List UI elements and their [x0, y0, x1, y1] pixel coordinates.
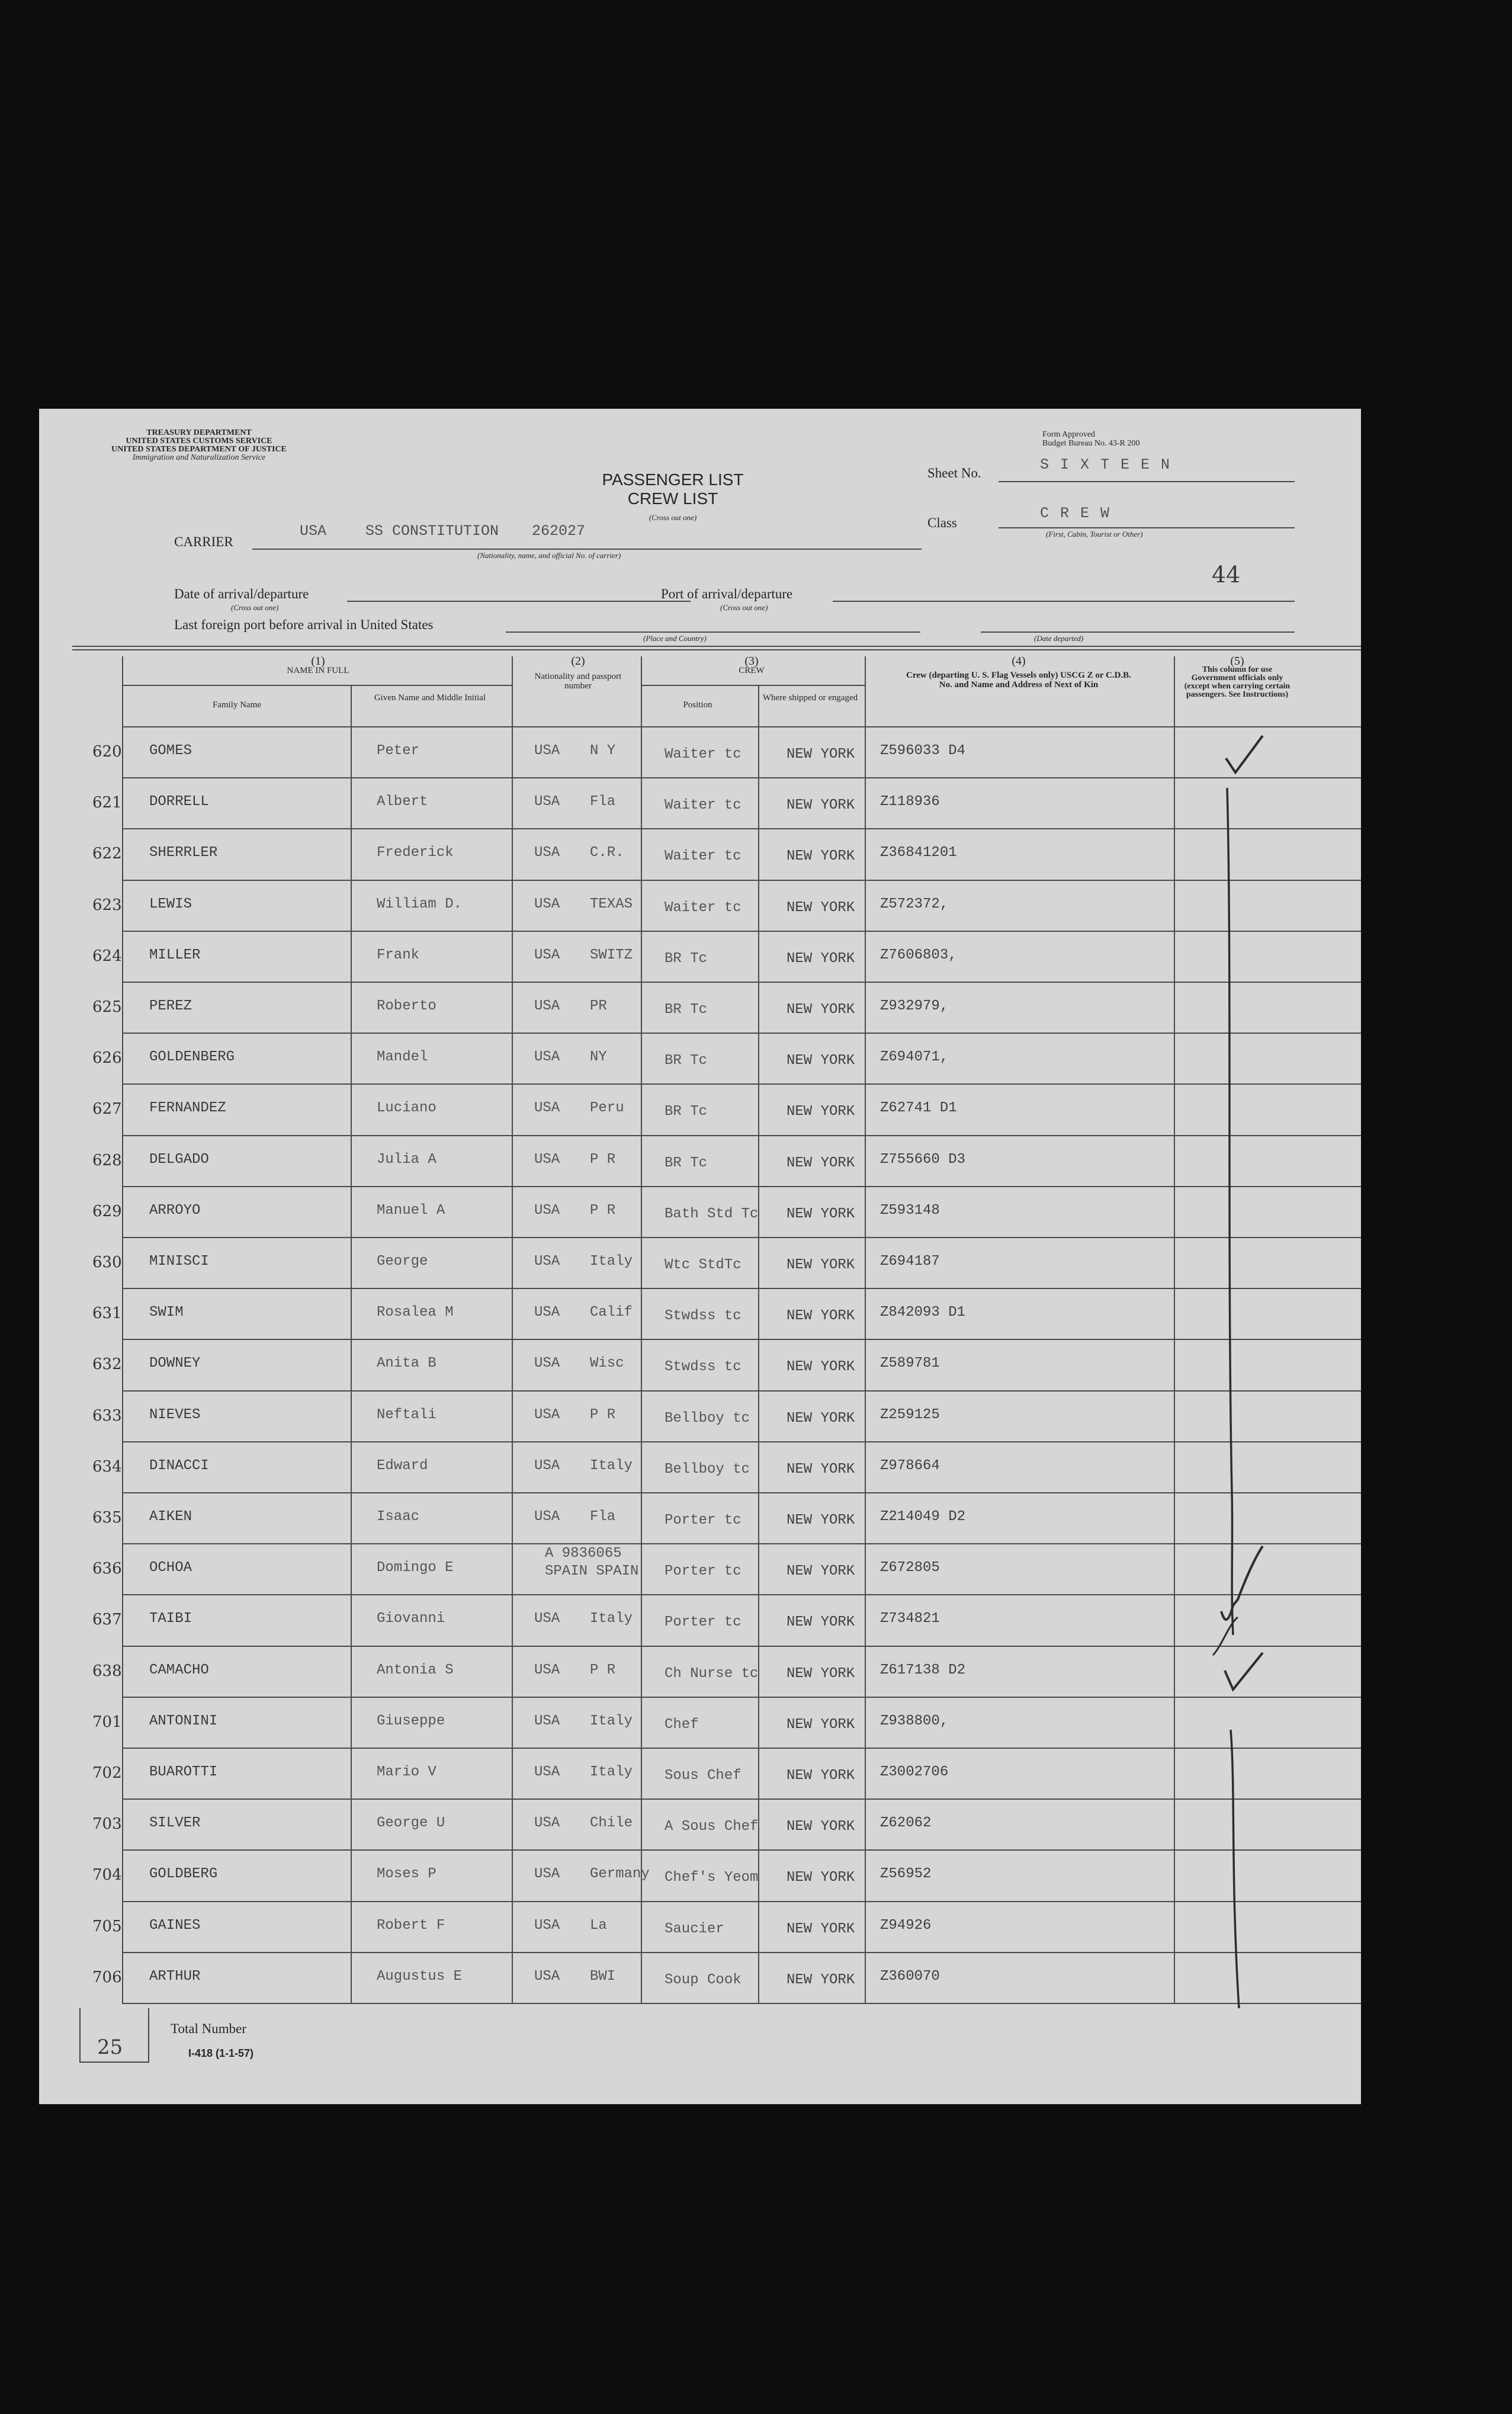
uscg-z-number: Z617138 D2	[880, 1662, 966, 1678]
vertical-tick-line-icon	[1227, 788, 1233, 1635]
position: A Sous Chef	[664, 1819, 759, 1835]
passport-number: SWITZ	[590, 947, 633, 963]
where-engaged: NEW YORK	[787, 1206, 855, 1222]
class-label: Class	[927, 515, 957, 530]
passport-number: Fla	[590, 794, 616, 810]
nationality: USA	[534, 1713, 560, 1729]
position: Sous Chef	[664, 1768, 741, 1784]
passport-number: P R	[590, 1202, 616, 1219]
given-name: Mario V	[377, 1764, 436, 1780]
position: Bellboy tc	[664, 1461, 750, 1477]
col3-title: CREW	[739, 666, 765, 675]
given-name: Manuel A	[377, 1202, 445, 1219]
class-value: C R E W	[1040, 505, 1111, 522]
family-name: TAIBI	[149, 1611, 192, 1627]
nationality: USA	[534, 1304, 560, 1321]
row-number: 637	[92, 1611, 122, 1629]
passport-number: Italy	[590, 1611, 633, 1627]
given-name: Augustus E	[377, 1968, 463, 1985]
crew-list-document	[39, 409, 1361, 2104]
date-arrival-label: Date of arrival/departure	[174, 586, 309, 601]
family-name-header: Family Name	[212, 700, 262, 710]
passport-number: C.R.	[590, 845, 624, 861]
header-subline-col3	[641, 685, 865, 686]
nationality: USA	[534, 1254, 560, 1269]
given-name: Roberto	[377, 998, 436, 1014]
row-number: 633	[92, 1406, 122, 1425]
given-name: Frank	[377, 947, 420, 963]
where-engaged: NEW YORK	[787, 899, 855, 916]
position: Porter tc	[664, 1512, 741, 1528]
row-number: 706	[92, 1968, 122, 1986]
table-divider-position-where	[758, 686, 759, 2003]
nationality: A 9836065	[545, 1546, 622, 1562]
where-engaged: NEW YORK	[787, 848, 855, 865]
family-name: GOLDENBERG	[149, 1049, 235, 1066]
nationality: USA	[534, 1355, 560, 1372]
family-name: NIEVES	[149, 1406, 201, 1423]
uscg-z-number: Z672805	[880, 1560, 940, 1576]
checkmark-icon	[1213, 1617, 1238, 1655]
nationality: USA	[534, 1815, 560, 1832]
where-engaged: NEW YORK	[787, 1768, 855, 1784]
where-engaged: NEW YORK	[787, 746, 855, 762]
row-number: 636	[92, 1560, 122, 1578]
uscg-z-number: Z596033 D4	[880, 743, 966, 759]
passport-number: P R	[590, 1406, 616, 1423]
uscg-z-number: Z94926	[880, 1917, 932, 1934]
uscg-z-number: Z259125	[880, 1406, 940, 1423]
given-name: Giovanni	[377, 1611, 445, 1627]
row-number: 623	[92, 896, 122, 914]
row-number: 627	[92, 1100, 122, 1118]
passport-number: Calif	[590, 1304, 633, 1321]
position: Chef's Yeom	[664, 1870, 759, 1886]
title-crew-list: CREW LIST	[627, 489, 718, 508]
family-name: AIKEN	[149, 1509, 192, 1525]
uscg-z-number: Z938800,	[880, 1713, 949, 1729]
position: Porter tc	[664, 1563, 741, 1580]
carrier-number: 262027	[532, 522, 586, 540]
total-label: Total Number	[171, 2021, 247, 2036]
position: Waiter tc	[664, 746, 741, 762]
position: Stwdss tc	[664, 1308, 741, 1325]
nationality: USA	[534, 1406, 560, 1423]
table-divider-family-given	[351, 686, 352, 2003]
given-name: Antonia S	[377, 1662, 454, 1678]
col4-number: (4)	[1012, 655, 1026, 668]
col1-title: NAME IN FULL	[287, 666, 349, 675]
form-number: I-418 (1-1-57)	[188, 2047, 254, 2059]
where-engaged: NEW YORK	[787, 1819, 855, 1835]
family-name: ARROYO	[149, 1202, 201, 1219]
family-name: GAINES	[149, 1917, 201, 1934]
col4-header	[865, 656, 1173, 690]
nationality: USA	[534, 743, 560, 759]
uscg-z-number: Z589781	[880, 1355, 940, 1372]
where-engaged: NEW YORK	[787, 1665, 855, 1682]
given-name-header: Given Name and Middle Initial	[374, 693, 486, 703]
row-number: 705	[92, 1917, 122, 1935]
uscg-z-number: Z118936	[880, 794, 940, 810]
nationality: USA	[534, 998, 560, 1014]
family-name: LEWIS	[149, 896, 192, 912]
carrier-nationality: USA	[300, 522, 327, 540]
row-number: 626	[92, 1049, 122, 1067]
row-number: 630	[92, 1254, 122, 1271]
family-name: CAMACHO	[149, 1662, 209, 1678]
col5-number: (5)	[1230, 655, 1244, 668]
passport-number: Italy	[590, 1254, 633, 1269]
given-name: Moses P	[377, 1866, 436, 1883]
given-name: Frederick	[377, 845, 454, 861]
family-name: ANTONINI	[149, 1713, 218, 1729]
uscg-z-number: Z62741 D1	[880, 1100, 957, 1117]
total-box	[79, 2008, 149, 2063]
passport-number: Fla	[590, 1509, 616, 1525]
handwritten-page-number: 44	[1212, 562, 1241, 588]
row-number: 625	[92, 998, 122, 1016]
where-engaged: NEW YORK	[787, 1410, 855, 1426]
row-number: 629	[92, 1202, 122, 1220]
nationality: USA	[534, 1151, 560, 1168]
position: BR Tc	[664, 950, 708, 967]
family-name: OCHOA	[149, 1560, 192, 1576]
passport-number: N Y	[590, 743, 616, 759]
family-name: DORRELL	[149, 794, 209, 810]
row-number: 635	[92, 1509, 122, 1527]
nationality: USA	[534, 1764, 560, 1780]
uscg-z-number: Z7606803,	[880, 947, 957, 963]
dept-line-4: Immigration and Naturalization Service	[132, 453, 266, 462]
dept-line-3: UNITED STATES DEPARTMENT OF JUSTICE	[111, 445, 287, 454]
where-engaged: NEW YORK	[787, 950, 855, 967]
family-name: GOLDBERG	[149, 1866, 218, 1883]
position-header: Position	[683, 700, 712, 710]
dept-line-1: TREASURY DEPARTMENT	[146, 428, 252, 437]
family-name: ARTHUR	[149, 1968, 201, 1985]
position: Ch Nurse tc	[664, 1665, 759, 1682]
table-divider-col1	[512, 656, 513, 2003]
checkmark-icon	[1225, 1653, 1263, 1690]
date-arrival-note: (Cross out one)	[231, 603, 279, 612]
given-name: Giuseppe	[377, 1713, 445, 1729]
where-engaged: NEW YORK	[787, 1257, 855, 1273]
position: Soup Cook	[664, 1971, 741, 1988]
row-number: 703	[92, 1815, 122, 1833]
col2-title: Nationality and passport number	[534, 672, 622, 691]
position: Bellboy tc	[664, 1410, 750, 1426]
given-name: Robert F	[377, 1917, 445, 1934]
row-number: 631	[92, 1304, 122, 1323]
nationality: USA	[534, 1917, 560, 1934]
position: Bath Std Tc	[664, 1206, 759, 1222]
header-subline-col1	[122, 685, 512, 686]
title-note: (Cross out one)	[649, 513, 697, 522]
uscg-z-number: Z36841201	[880, 845, 957, 861]
family-name: DOWNEY	[149, 1355, 201, 1372]
col4-title: Crew (departing U. S. Flag Vessels only) USCG Z or C.D.B. No. and Name and Address of Next of Kin	[906, 671, 1131, 690]
family-name: SHERRLER	[149, 845, 218, 861]
family-name: DELGADO	[149, 1151, 209, 1168]
where-engaged: NEW YORK	[787, 1971, 855, 1988]
where-engaged: NEW YORK	[787, 1461, 855, 1477]
vertical-tick-line-icon	[1231, 1730, 1239, 2008]
passport-number: P R	[590, 1662, 616, 1678]
table-divider-col2	[641, 656, 642, 2003]
passport-number: Italy	[590, 1764, 633, 1780]
col1-number: (1)	[311, 655, 325, 668]
passport-number: TEXAS	[590, 896, 633, 912]
uscg-z-number: Z755660 D3	[880, 1151, 966, 1168]
place-note: (Place and Country)	[643, 634, 707, 643]
carrier-label: CARRIER	[174, 534, 233, 549]
sheet-label: Sheet No.	[927, 466, 981, 480]
col1-header	[124, 656, 512, 675]
passport-number: Italy	[590, 1713, 633, 1729]
nationality: USA	[534, 1100, 560, 1117]
table-divider-col3	[865, 656, 866, 2003]
uscg-z-number: Z572372,	[880, 896, 949, 912]
where-header: Where shipped or engaged	[762, 693, 858, 703]
where-engaged: NEW YORK	[787, 1104, 855, 1120]
position: Waiter tc	[664, 848, 741, 865]
family-name: GOMES	[149, 743, 192, 759]
uscg-z-number: Z978664	[880, 1457, 940, 1474]
nationality: USA	[534, 1866, 560, 1883]
table-border-left	[122, 656, 123, 2003]
position: Porter tc	[664, 1614, 741, 1631]
where-engaged: NEW YORK	[787, 797, 855, 814]
family-name: BUAROTTI	[149, 1764, 218, 1780]
passport-number: BWI	[590, 1968, 616, 1985]
col2-header	[513, 656, 643, 691]
passport-number: Wisc	[590, 1355, 624, 1372]
checkmark-icon	[1221, 1546, 1263, 1620]
row-number: 628	[92, 1151, 122, 1169]
given-name: Neftali	[377, 1406, 436, 1423]
nationality: USA	[534, 1662, 560, 1678]
sheet-value: S I X T E E N	[1040, 456, 1171, 473]
dept-line-2: UNITED STATES CUSTOMS SERVICE	[126, 437, 272, 445]
row-number: 634	[92, 1457, 122, 1476]
given-name: Albert	[377, 794, 428, 810]
nationality: USA	[534, 947, 560, 963]
position: Stwdss tc	[664, 1359, 741, 1376]
col3-number: (3)	[744, 655, 759, 668]
given-name: Isaac	[377, 1509, 420, 1525]
uscg-z-number: Z360070	[880, 1968, 940, 1985]
given-name: Luciano	[377, 1100, 436, 1117]
uscg-z-number: Z842093 D1	[880, 1304, 966, 1321]
position: BR Tc	[664, 1155, 708, 1171]
nationality: USA	[534, 1202, 560, 1219]
where-engaged: NEW YORK	[787, 1155, 855, 1171]
given-name: George	[377, 1254, 428, 1269]
passport-number: Peru	[590, 1100, 624, 1117]
carrier-note: (Nationality, name, and official No. of carrier)	[477, 551, 621, 560]
row-number: 620	[92, 743, 122, 761]
last-port-label: Last foreign port before arrival in United States	[174, 617, 434, 632]
where-engaged: NEW YORK	[787, 1308, 855, 1325]
passport-number: NY	[590, 1049, 607, 1066]
class-note: (First, Cabin, Tourist or Other)	[1046, 530, 1143, 538]
carrier-name: SS CONSTITUTION	[365, 522, 499, 540]
given-name: Peter	[377, 743, 420, 759]
port-label: Port of arrival/departure	[661, 586, 793, 601]
given-name: Domingo E	[377, 1560, 454, 1576]
nationality: USA	[534, 1509, 560, 1525]
uscg-z-number: Z214049 D2	[880, 1509, 966, 1525]
family-name: MINISCI	[149, 1254, 209, 1269]
uscg-z-number: Z932979,	[880, 998, 949, 1014]
family-name: SILVER	[149, 1815, 201, 1832]
row-number: 624	[92, 947, 122, 965]
col5-title: This column for use Government officials only (except when carrying certain passengers. See Instructions)	[1184, 665, 1291, 699]
given-name: Rosalea M	[377, 1304, 454, 1321]
given-name: Edward	[377, 1457, 428, 1474]
where-engaged: NEW YORK	[787, 1614, 855, 1631]
family-name: PEREZ	[149, 998, 192, 1014]
nationality: USA	[534, 1049, 560, 1066]
nationality: USA	[534, 1968, 560, 1985]
port-note: (Cross out one)	[720, 603, 768, 612]
total-value: 25	[97, 2035, 123, 2059]
position: BR Tc	[664, 1053, 708, 1069]
position: Waiter tc	[664, 899, 741, 916]
uscg-z-number: Z734821	[880, 1611, 940, 1627]
given-name: William D.	[377, 896, 463, 912]
position: Saucier	[664, 1921, 724, 1937]
passport-number: P R	[590, 1151, 616, 1168]
passport-number: SPAIN SPAIN	[545, 1563, 639, 1580]
checkmark-icon	[1226, 736, 1263, 772]
position: Wtc StdTc	[664, 1257, 741, 1273]
uscg-z-number: Z56952	[880, 1866, 932, 1883]
col5-header	[1174, 656, 1301, 699]
position: BR Tc	[664, 1002, 708, 1018]
where-engaged: NEW YORK	[787, 1563, 855, 1580]
crew-table	[39, 409, 1361, 2104]
uscg-z-number: Z593148	[880, 1202, 940, 1219]
row-number: 632	[92, 1355, 122, 1374]
passport-number: PR	[590, 998, 607, 1014]
row-number: 704	[92, 1866, 122, 1884]
date-departed-note: (Date departed)	[1034, 634, 1084, 643]
where-engaged: NEW YORK	[787, 1359, 855, 1376]
uscg-z-number: Z3002706	[880, 1764, 949, 1780]
nationality: USA	[534, 845, 560, 861]
where-engaged: NEW YORK	[787, 1512, 855, 1528]
col2-number: (2)	[571, 655, 585, 668]
row-number: 638	[92, 1662, 122, 1680]
verification-marks	[1174, 723, 1302, 2014]
row-number: 621	[92, 794, 122, 812]
row-number: 622	[92, 845, 122, 863]
given-name: Anita B	[377, 1355, 436, 1372]
form-approved-line-2: Budget Bureau No. 43-R 200	[1042, 439, 1140, 448]
row-number: 702	[92, 1764, 122, 1782]
form-approved-line-1: Form Approved	[1042, 430, 1096, 439]
nationality: USA	[534, 896, 560, 912]
family-name: SWIM	[149, 1304, 184, 1321]
passport-number: Italy	[590, 1457, 633, 1474]
given-name: Julia A	[377, 1151, 436, 1168]
uscg-z-number: Z694187	[880, 1254, 940, 1269]
nationality: USA	[534, 794, 560, 810]
uscg-z-number: Z694071,	[880, 1049, 949, 1066]
given-name: George U	[377, 1815, 445, 1832]
row-number: 701	[92, 1713, 122, 1731]
col3-header	[641, 656, 862, 675]
nationality: USA	[534, 1611, 560, 1627]
given-name: Mandel	[377, 1049, 428, 1066]
passport-number: Germany	[590, 1866, 650, 1883]
family-name: MILLER	[149, 947, 201, 963]
where-engaged: NEW YORK	[787, 1053, 855, 1069]
family-name: DINACCI	[149, 1457, 209, 1474]
where-engaged: NEW YORK	[787, 1002, 855, 1018]
where-engaged: NEW YORK	[787, 1716, 855, 1733]
where-engaged: NEW YORK	[787, 1870, 855, 1886]
where-engaged: NEW YORK	[787, 1921, 855, 1937]
nationality: USA	[534, 1457, 560, 1474]
position: Chef	[664, 1716, 699, 1733]
passport-number: Chile	[590, 1815, 633, 1832]
position: Waiter tc	[664, 797, 741, 814]
uscg-z-number: Z62062	[880, 1815, 932, 1832]
title-passenger-list: PASSENGER LIST	[602, 470, 744, 489]
position: BR Tc	[664, 1104, 708, 1120]
passport-number: La	[590, 1917, 607, 1934]
family-name: FERNANDEZ	[149, 1100, 226, 1117]
